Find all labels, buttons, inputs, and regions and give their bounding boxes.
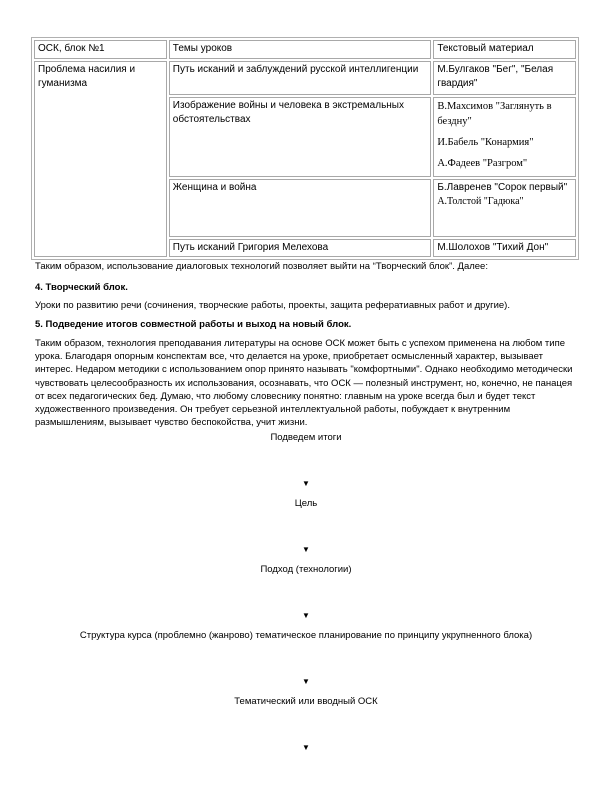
- topic-cell: Изображение войны и человека в экстремальных обстоятельствах: [169, 97, 432, 177]
- material-line: Б.Лавренев "Сорок первый": [437, 181, 568, 193]
- material-line: А.Толстой "Гадюка": [437, 196, 524, 207]
- material-cell: [433, 97, 576, 177]
- table-header-row: [34, 40, 576, 59]
- material-cell: [433, 179, 576, 237]
- material-cell: М.Булгаков "Бег", "Белая гвардия": [433, 61, 576, 95]
- header-cell-block: ОСК, блок №1: [34, 40, 167, 59]
- paragraph: Таким образом, технология преподавания литературы на основе ОСК может быть с успехом применена на любом типе урока. Благодаря опорным конспектам все, что делается на уроке, приобретает осмысленный характер, вызывает интерес. Недаром методики с использованием опор принято называть "комфортными". Однако необходимо методически чувствовать целесообразность их использования, осознавать, что ОСК — полезный инструмент, но, конечно, не панацея от всех педагогических бед. Думаю, что любому словеснику понятно: главным на уроке всегда был и будет текст художественного произведения. Он требует серьезной интеллектуальной работы, побуждает к внутренним размышлениям, вызывает чувство беспокойства, учит жизни.: [35, 338, 573, 429]
- flow-step: Подведем итоги: [270, 432, 342, 443]
- section-heading: 5. Подведение итогов совместной работы и выход на новый блок.: [35, 319, 352, 330]
- arrow-down-icon: ▼: [302, 545, 310, 554]
- arrow-down-icon: ▼: [302, 743, 310, 752]
- topic-cell: Женщина и война: [169, 179, 432, 237]
- topic-cell: Путь исканий и заблуждений русской интеллигенции: [169, 61, 432, 95]
- header-cell-topics: Темы уроков: [169, 40, 432, 59]
- paragraph: Уроки по развитию речи (сочинения, творческие работы, проекты, защита рефератиавных работ и другие).: [35, 300, 510, 311]
- arrow-down-icon: ▼: [302, 611, 310, 620]
- problem-cell: Проблема насилия и гуманизма: [34, 61, 167, 258]
- material-cell: М.Шолохов "Тихий Дон": [433, 239, 576, 258]
- flow-step: Подход (технологии): [260, 564, 352, 575]
- material-line: В.Махсимов "Заглянуть в бездну": [437, 100, 552, 127]
- arrow-down-icon: ▼: [302, 479, 310, 488]
- material-line: И.Бабель "Конармия": [437, 136, 534, 148]
- flow-step: Цель: [294, 498, 318, 509]
- header-cell-materials: Текстовый материал: [433, 40, 576, 59]
- osk-table: [31, 37, 579, 260]
- material-line: А.Фадеев "Разгром": [437, 158, 528, 170]
- section-heading: 4. Творческий блок.: [35, 282, 128, 293]
- paragraph: Таким образом, использование диалоговых технологий позволяет выйти на “Творческий блок”. Далее:: [35, 261, 488, 272]
- table-row: [34, 61, 576, 95]
- arrow-down-icon: ▼: [302, 677, 310, 686]
- flow-step: Структура курса (проблемно (жанрово) тематическое планирование по принципу укрупненного блока): [79, 630, 533, 641]
- topic-cell: Путь исканий Григория Мелехова: [169, 239, 432, 258]
- flow-step: Тематический или вводный ОСК: [234, 696, 378, 707]
